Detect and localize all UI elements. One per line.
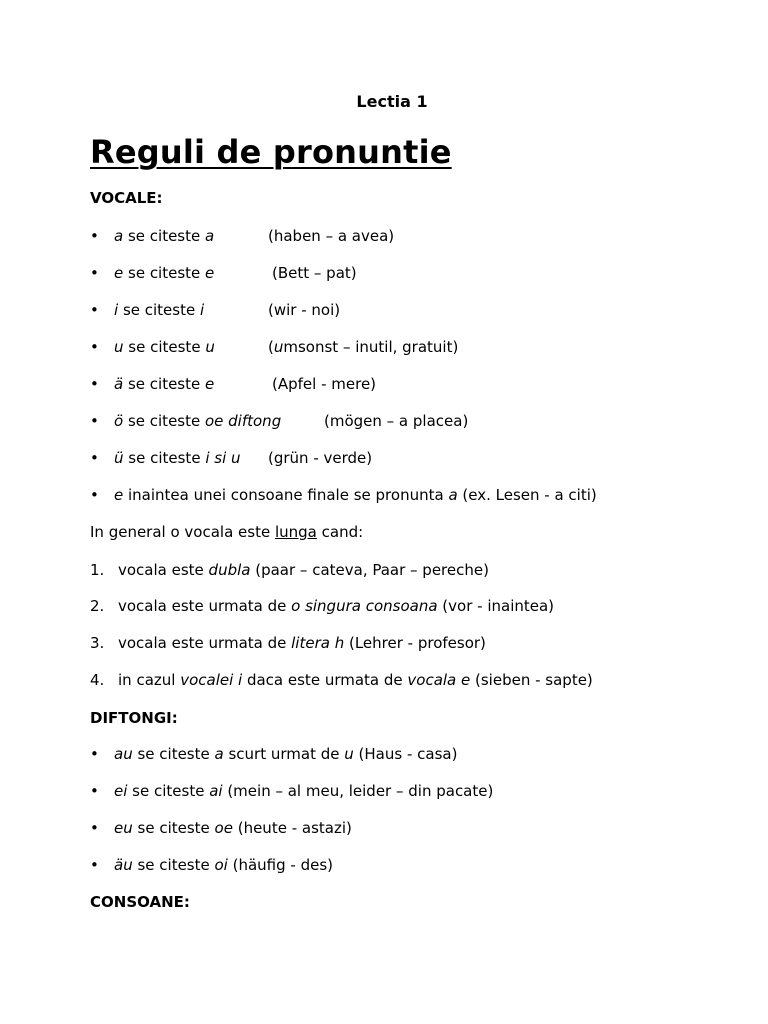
bullet-icon: • bbox=[90, 819, 99, 837]
vowel-example: (umsonst – inutil, gratuit) bbox=[268, 338, 459, 356]
bullet-icon: • bbox=[90, 227, 99, 245]
vowel-rule: ö se citeste oe diftong bbox=[114, 412, 282, 430]
long-vowel-intro: In general o vocala este lunga cand: bbox=[90, 523, 364, 541]
bullet-icon: • bbox=[90, 449, 99, 467]
vowel-rule: a se citeste a bbox=[114, 227, 215, 245]
rule-number: 3. bbox=[90, 634, 105, 652]
lesson-number: Lectia 1 bbox=[356, 92, 428, 111]
page-title: Reguli de pronuntie bbox=[90, 133, 452, 171]
diphthong-rule: ei se citeste ai (mein – al meu, leider – din pacate) bbox=[114, 782, 494, 800]
vowel-rule: e inaintea unei consoane finale se pronunta a (ex. Lesen - a citi) bbox=[114, 486, 597, 504]
bullet-icon: • bbox=[90, 856, 99, 874]
rule-number: 4. bbox=[90, 671, 105, 689]
diphthong-rule: äu se citeste oi (häufig - des) bbox=[114, 856, 334, 874]
bullet-icon: • bbox=[90, 486, 99, 504]
bullet-icon: • bbox=[90, 264, 99, 282]
vowel-rule: ä se citeste e bbox=[114, 375, 215, 393]
rule-text: vocala este urmata de litera h (Lehrer - profesor) bbox=[118, 634, 486, 652]
vowel-example: (wir - noi) bbox=[268, 301, 341, 319]
rule-number: 1. bbox=[90, 561, 105, 579]
diphthong-rule: eu se citeste oe (heute - astazi) bbox=[114, 819, 352, 837]
vowel-rule: e se citeste e bbox=[114, 264, 215, 282]
rule-text: vocala este urmata de o singura consoana (vor - inaintea) bbox=[118, 597, 555, 615]
bullet-icon: • bbox=[90, 375, 99, 393]
vowel-rule: u se citeste u bbox=[114, 338, 215, 356]
vowel-rule: ü se citeste i si u bbox=[114, 449, 241, 467]
vowel-example: (haben – a avea) bbox=[268, 227, 395, 245]
bullet-icon: • bbox=[90, 745, 99, 763]
section-heading-diftongi: DIFTONGI: bbox=[90, 709, 178, 727]
vowel-example: (Apfel - mere) bbox=[272, 375, 377, 393]
section-heading-consoane: CONSOANE: bbox=[90, 893, 190, 911]
section-heading-vocale: VOCALE: bbox=[90, 189, 163, 207]
vowel-example: (mögen – a placea) bbox=[324, 412, 469, 430]
vowel-rule: i se citeste i bbox=[114, 301, 205, 319]
bullet-icon: • bbox=[90, 782, 99, 800]
rule-text: vocala este dubla (paar – cateva, Paar – pereche) bbox=[118, 561, 489, 579]
vowel-example: (Bett – pat) bbox=[272, 264, 357, 282]
rule-text: in cazul vocalei i daca este urmata de vocala e (sieben - sapte) bbox=[118, 671, 593, 689]
rule-number: 2. bbox=[90, 597, 105, 615]
bullet-icon: • bbox=[90, 412, 99, 430]
bullet-icon: • bbox=[90, 301, 99, 319]
diphthong-rule: au se citeste a scurt urmat de u (Haus - casa) bbox=[114, 745, 458, 763]
vowel-example: (grün - verde) bbox=[268, 449, 373, 467]
bullet-icon: • bbox=[90, 338, 99, 356]
